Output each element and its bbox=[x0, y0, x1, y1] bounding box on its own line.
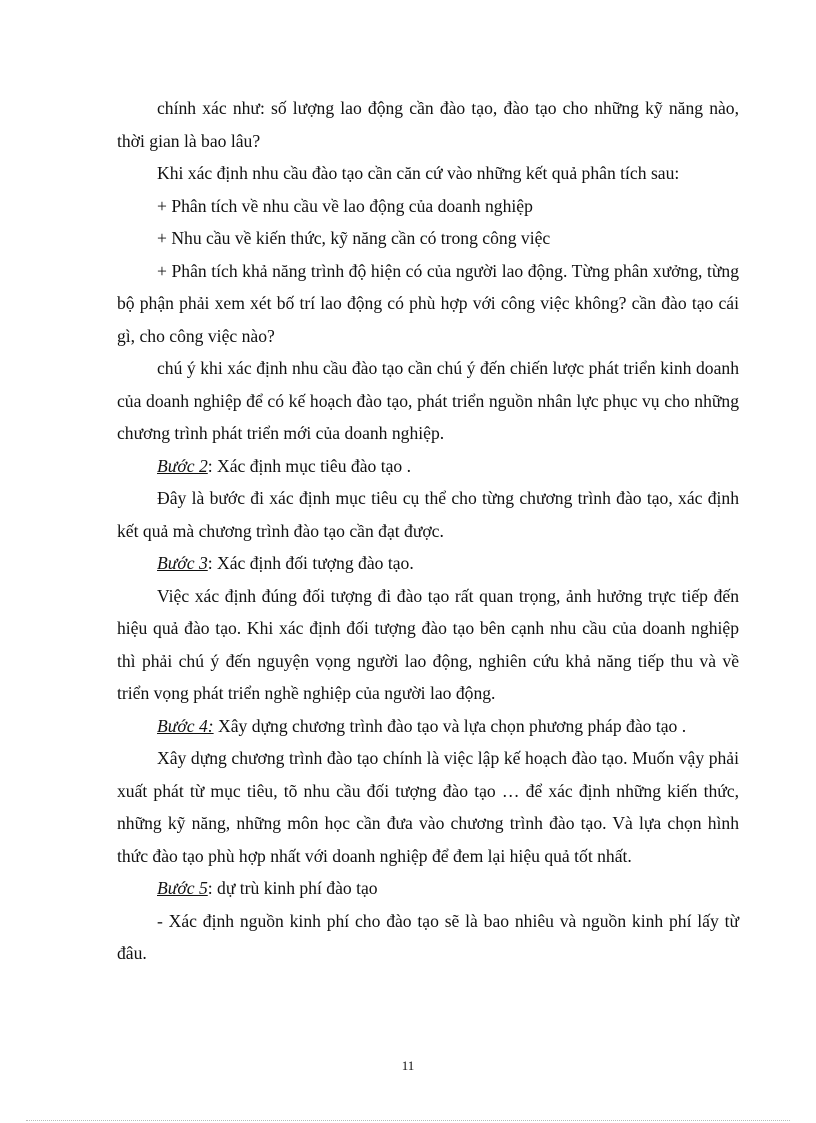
paragraph: chú ý khi xác định nhu cầu đào tạo cần chú ý đến chiến lược phát triển kinh doanh của doanh nghiệp để có kế hoạch đào tạo, phát triển nguồn nhân lực phục vụ cho những chương trình phát triển mới của doanh nghiệp. bbox=[117, 358, 739, 443]
step-title: Xây dựng chương trình đào tạo và lựa chọn phương pháp đào tạo . bbox=[213, 715, 687, 736]
step-label: Bước 3 bbox=[157, 553, 208, 573]
step-heading bbox=[117, 547, 739, 580]
step-title: : dự trù kinh phí đào tạo bbox=[207, 878, 378, 898]
step-title: : Xác định đối tượng đào tạo. bbox=[207, 553, 414, 573]
paragraph: - Xác định nguồn kinh phí cho đào tạo sẽ là bao nhiêu và nguồn kinh phí lấy từ đâu. bbox=[117, 910, 739, 963]
step-label: Bước 2 bbox=[157, 455, 208, 476]
page-number: 11 bbox=[401, 1058, 415, 1073]
bullet-paragraph: + Phân tích về nhu cầu về lao động của doanh nghiệp bbox=[157, 195, 533, 216]
step-label: Bước 5 bbox=[157, 878, 208, 898]
paragraph: Việc xác định đúng đối tượng đi đào tạo rất quan trọng, ảnh hưởng trực tiếp đến hiệu quả đào tạo. Khi xác định đối tượng đào tạo bên cạnh nhu cầu của doanh nghiệp thì phải chú ý đến nguyện vọng người lao động, nghiên cứu khả năng tiếp thu và về triển vọng phát triển nghề nghiệp của người lao động. bbox=[117, 585, 739, 703]
page-bottom-divider bbox=[26, 1120, 790, 1121]
bullet-paragraph: + Phân tích khả năng trình độ hiện có của người lao động. Từng phân xưởng, từng bộ phận phải xem xét bố trí lao động có phù hợp với công việc không? cần đào tạo cái gì, cho công việc nào? bbox=[117, 260, 739, 346]
page-body bbox=[117, 92, 739, 970]
paragraph: Xây dựng chương trình đào tạo chính là việc lập kế hoạch đào tạo. Muốn vậy phải xuất phát từ mục tiêu, tõ nhu cầu đối tượng đào tạo … để xác định những kiến thức, những kỹ năng, những môn học cần đưa vào chương trình đào tạo. Và lựa chọn hình thức đào tạo phù hợp nhất với doanh nghiệp để đem lại hiệu quả tốt nhất. bbox=[117, 748, 739, 866]
step-label: Bước 4: bbox=[157, 715, 214, 736]
paragraph: chính xác như: số lượng lao động cần đào tạo, đào tạo cho những kỹ năng nào, thời gian là bao lâu? bbox=[117, 98, 739, 151]
step-heading bbox=[117, 450, 739, 483]
paragraph: Đây là bước đi xác định mục tiêu cụ thể cho từng chương trình đào tạo, xác định kết quả mà chương trình đào tạo cần đạt được. bbox=[117, 488, 739, 541]
bullet-paragraph: + Nhu cầu về kiến thức, kỹ năng cần có trong công việc bbox=[157, 228, 551, 248]
step-heading bbox=[117, 872, 739, 905]
paragraph: Khi xác định nhu cầu đào tạo cần căn cứ vào những kết quả phân tích sau: bbox=[157, 163, 680, 183]
step-title: : Xác định mục tiêu đào tạo . bbox=[207, 455, 411, 476]
step-heading bbox=[117, 710, 739, 743]
